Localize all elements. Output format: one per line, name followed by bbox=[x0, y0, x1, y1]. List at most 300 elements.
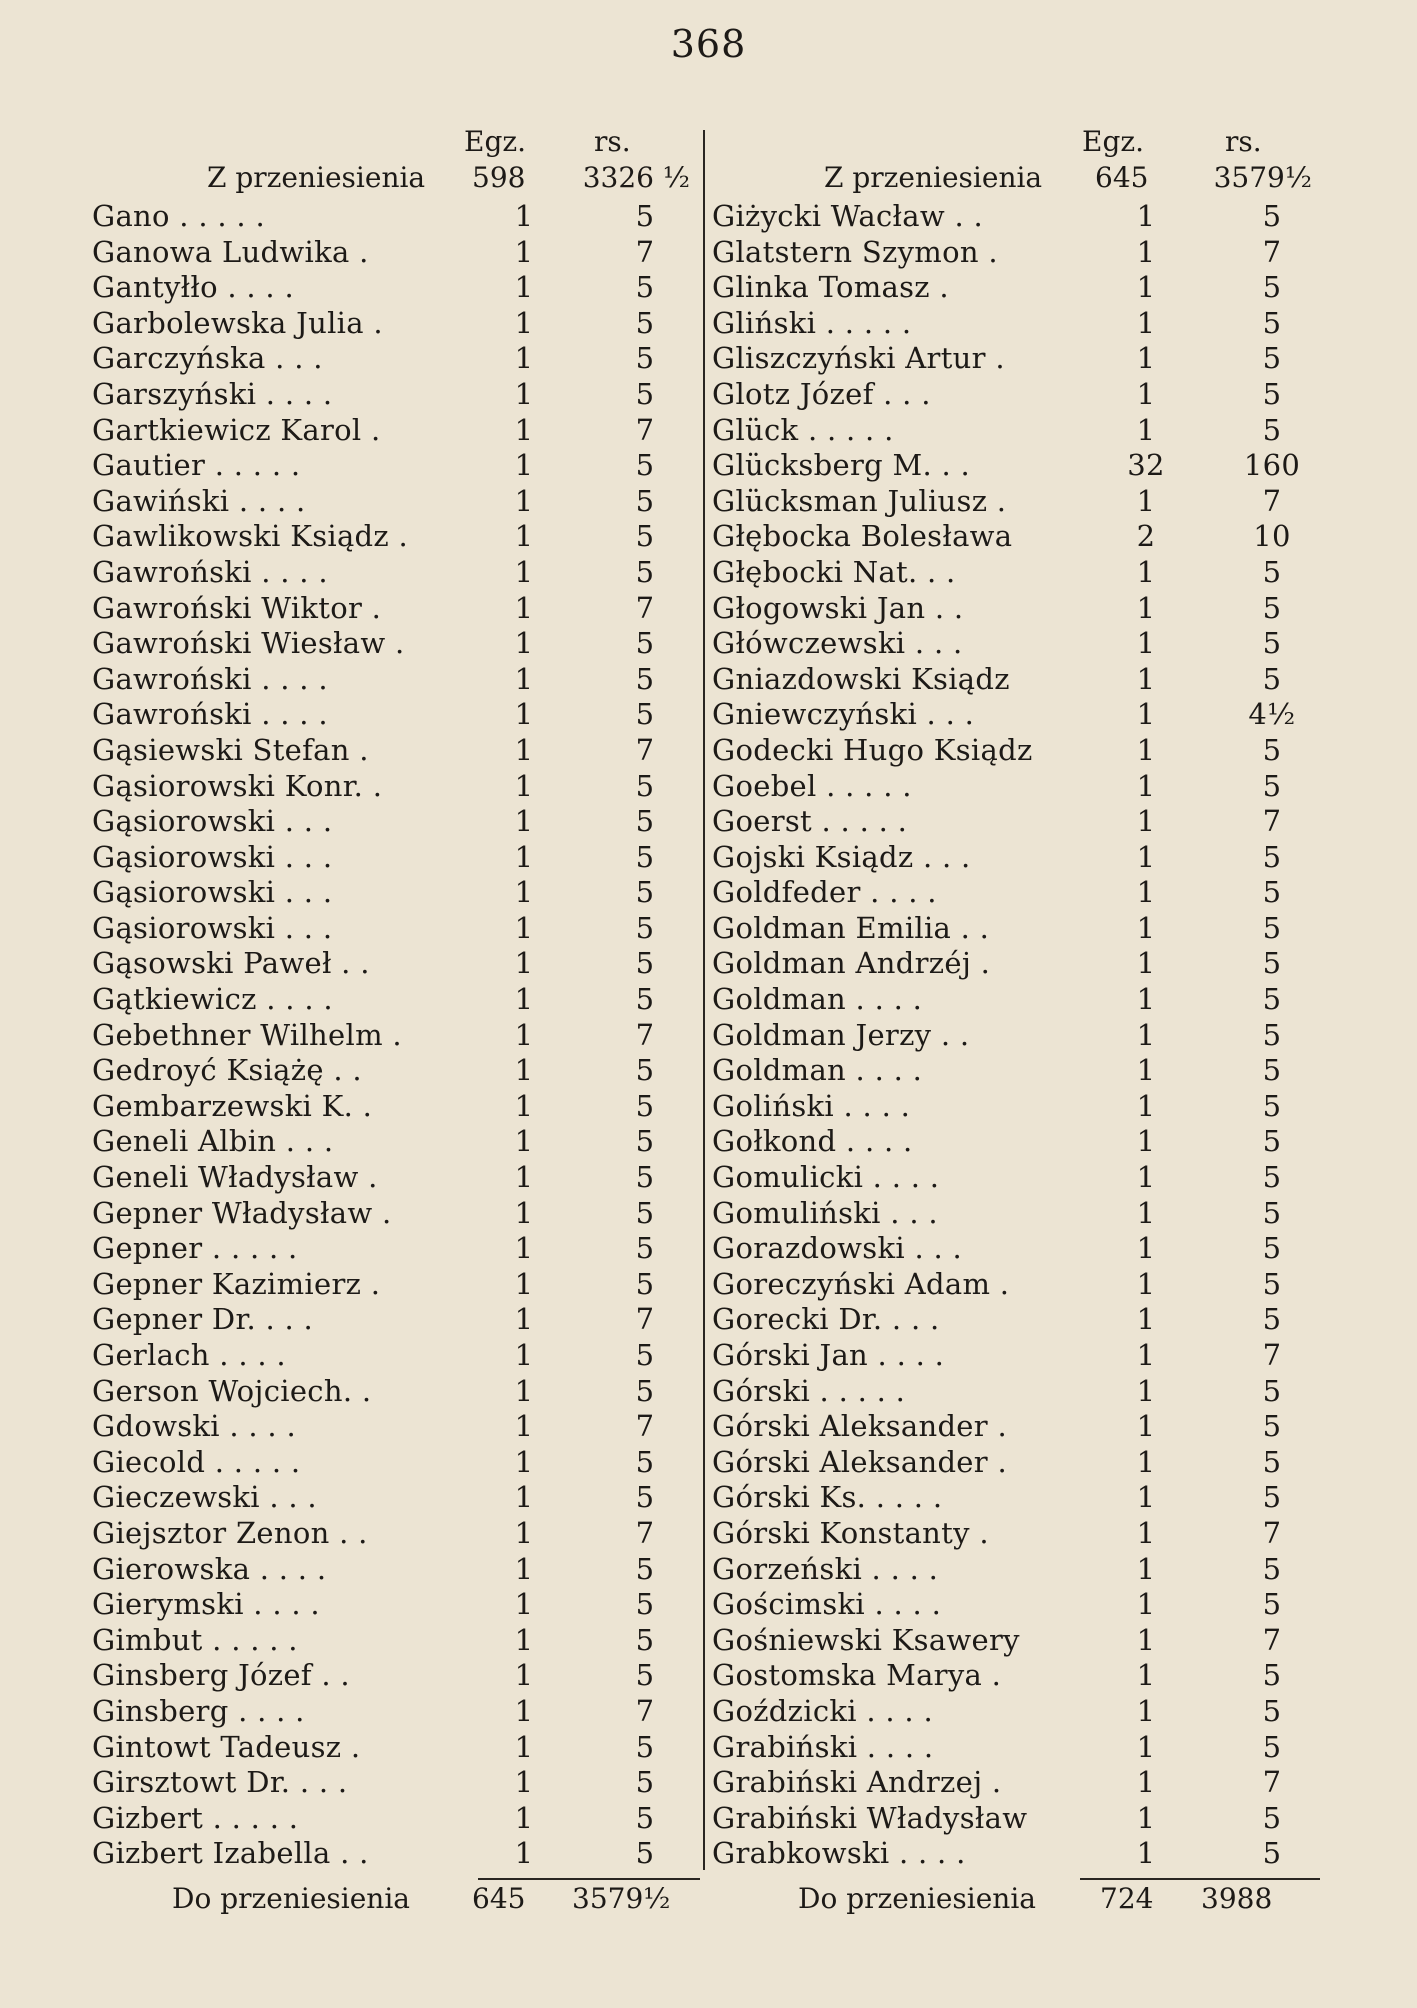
amount-rubles: 5 bbox=[635, 697, 655, 732]
copies-count: 1 bbox=[514, 1373, 534, 1408]
table-row bbox=[712, 802, 1322, 838]
amount-rubles: 5 bbox=[635, 1658, 655, 1693]
amount-rubles: 5 bbox=[635, 1551, 655, 1586]
subscriber-name: Goldman Emilia . . bbox=[712, 910, 990, 945]
table-row bbox=[712, 695, 1322, 731]
subscriber-name: Gebethner Wilhelm . bbox=[92, 1017, 402, 1052]
subscriber-name: Garczyńska . . . bbox=[92, 341, 323, 376]
table-row bbox=[712, 1229, 1322, 1265]
table-row bbox=[712, 624, 1322, 660]
amount-rubles: 5 bbox=[635, 626, 655, 661]
table-row bbox=[712, 1728, 1322, 1764]
subscriber-name: Gośniewski Ksawery bbox=[712, 1622, 1020, 1657]
copies-count: 1 bbox=[514, 1693, 534, 1728]
subscriber-name: Grabiński Andrzej . bbox=[712, 1765, 1002, 1800]
right-sum-rule bbox=[1080, 1878, 1320, 1880]
amount-rubles: 5 bbox=[1262, 875, 1282, 910]
amount-rubles: 5 bbox=[1262, 1587, 1282, 1622]
copies-count: 1 bbox=[1136, 1622, 1156, 1657]
amount-rubles: 5 bbox=[1262, 661, 1282, 696]
table-row bbox=[92, 1656, 700, 1692]
amount-rubles: 7 bbox=[1262, 1338, 1282, 1372]
table-row bbox=[712, 1478, 1322, 1514]
table-row bbox=[92, 1514, 700, 1550]
copies-count: 1 bbox=[1136, 910, 1156, 945]
subscriber-name: Goreczyński Adam . bbox=[712, 1266, 1010, 1301]
copies-count: 1 bbox=[1136, 661, 1156, 696]
subscriber-name: Gomulicki . . . . bbox=[712, 1160, 940, 1195]
copies-count: 1 bbox=[1136, 982, 1156, 1017]
table-row bbox=[712, 1122, 1322, 1158]
right-carry-out-label: Do przeniesienia bbox=[798, 1882, 1036, 1915]
table-row bbox=[92, 1478, 700, 1514]
table-row bbox=[712, 1692, 1322, 1728]
copies-count: 1 bbox=[514, 1266, 534, 1301]
copies-count: 1 bbox=[514, 1729, 534, 1764]
amount-rubles: 7 bbox=[1262, 234, 1282, 269]
amount-rubles: 5 bbox=[635, 483, 655, 518]
table-row bbox=[712, 1372, 1322, 1408]
right-carry-in bbox=[712, 161, 1322, 197]
amount-rubles: 5 bbox=[635, 1480, 655, 1515]
table-row bbox=[712, 446, 1322, 482]
table-row bbox=[92, 980, 700, 1016]
subscriber-name: Gawroński Wiesław . bbox=[92, 626, 405, 661]
subscriber-name: Gierymski . . . . bbox=[92, 1587, 320, 1622]
subscriber-name: Gawroński Wiktor . bbox=[92, 590, 382, 625]
subscriber-name: Gimbut . . . . . bbox=[92, 1622, 298, 1657]
table-row bbox=[92, 197, 700, 233]
subscriber-name: Gawroński . . . . bbox=[92, 661, 328, 696]
subscriber-name: Garbolewska Julia . bbox=[92, 305, 383, 340]
amount-rubles: 5 bbox=[635, 982, 655, 1017]
table-row bbox=[92, 339, 700, 375]
left-rows bbox=[92, 197, 700, 1870]
subscriber-name: Gorecki Dr. . . . bbox=[712, 1302, 940, 1337]
subscriber-name: Gojski Ksiądz . . . bbox=[712, 839, 971, 874]
table-row bbox=[712, 197, 1322, 233]
table-row bbox=[92, 1728, 700, 1764]
amount-rubles: 5 bbox=[635, 341, 655, 376]
table-row bbox=[712, 517, 1322, 553]
table-row bbox=[712, 944, 1322, 980]
left-carry-out-label: Do przeniesienia bbox=[172, 1882, 410, 1915]
table-row bbox=[92, 1016, 700, 1052]
table-row bbox=[92, 1585, 700, 1621]
table-row bbox=[712, 1300, 1322, 1336]
subscriber-name: Gepner . . . . . bbox=[92, 1231, 298, 1266]
amount-rubles: 5 bbox=[635, 1338, 655, 1372]
amount-rubles: 10 bbox=[1253, 519, 1291, 554]
amount-rubles: 5 bbox=[1262, 305, 1282, 340]
amount-rubles: 5 bbox=[635, 1124, 655, 1159]
table-row bbox=[712, 838, 1322, 874]
copies-count: 1 bbox=[1136, 590, 1156, 625]
left-header-egz: Egz. bbox=[464, 125, 527, 158]
left-carry-in-rs: 3326 ½ bbox=[582, 161, 690, 194]
copies-count: 1 bbox=[514, 199, 534, 233]
subscriber-name: Ginsberg Józef . . bbox=[92, 1658, 350, 1693]
table-row bbox=[92, 589, 700, 625]
subscriber-name: Giżycki Wacław . . bbox=[712, 199, 984, 233]
copies-count: 1 bbox=[1136, 1658, 1156, 1693]
copies-count: 1 bbox=[1136, 234, 1156, 269]
table-row bbox=[712, 1407, 1322, 1443]
left-sum-rule bbox=[478, 1878, 700, 1880]
left-carry-in bbox=[92, 161, 700, 197]
copies-count: 1 bbox=[1136, 1088, 1156, 1123]
amount-rubles: 160 bbox=[1243, 448, 1301, 483]
subscriber-name: Gliszczyński Artur . bbox=[712, 341, 1005, 376]
copies-count: 1 bbox=[1136, 1444, 1156, 1479]
copies-count: 1 bbox=[514, 1765, 534, 1800]
table-row bbox=[712, 1158, 1322, 1194]
subscriber-name: Gomuliński . . . bbox=[712, 1195, 938, 1230]
subscriber-name: Gorzeński . . . . bbox=[712, 1551, 939, 1586]
subscriber-name: Gieczewski . . . bbox=[92, 1480, 317, 1515]
amount-rubles: 7 bbox=[1262, 1515, 1282, 1550]
amount-rubles: 7 bbox=[1262, 483, 1282, 518]
amount-rubles: 7 bbox=[635, 234, 655, 269]
table-row bbox=[92, 695, 700, 731]
amount-rubles: 5 bbox=[1262, 199, 1282, 233]
subscriber-name: Gostomska Marya . bbox=[712, 1658, 1002, 1693]
subscriber-name: Glücksberg M. . . bbox=[712, 448, 971, 483]
subscriber-name: Gautier . . . . . bbox=[92, 448, 301, 483]
table-row bbox=[92, 944, 700, 980]
amount-rubles: 5 bbox=[635, 768, 655, 803]
table-row bbox=[712, 1834, 1322, 1870]
amount-rubles: 5 bbox=[635, 1231, 655, 1266]
amount-rubles: 5 bbox=[635, 1622, 655, 1657]
table-row bbox=[712, 1621, 1322, 1657]
left-column bbox=[92, 125, 700, 1870]
right-rows bbox=[712, 197, 1322, 1870]
amount-rubles: 4½ bbox=[1248, 697, 1296, 732]
amount-rubles: 5 bbox=[635, 1587, 655, 1622]
subscriber-name: Giecold . . . . . bbox=[92, 1444, 301, 1479]
amount-rubles: 5 bbox=[635, 305, 655, 340]
table-row bbox=[92, 1087, 700, 1123]
amount-rubles: 5 bbox=[1262, 1693, 1282, 1728]
copies-count: 1 bbox=[514, 1658, 534, 1693]
amount-rubles: 5 bbox=[1262, 1551, 1282, 1586]
subscriber-name: Goldfeder . . . . bbox=[712, 875, 937, 910]
copies-count: 1 bbox=[1136, 412, 1156, 447]
amount-rubles: 7 bbox=[635, 1302, 655, 1337]
copies-count: 1 bbox=[514, 483, 534, 518]
copies-count: 1 bbox=[514, 839, 534, 874]
table-row bbox=[92, 1336, 700, 1372]
copies-count: 1 bbox=[514, 1053, 534, 1088]
subscriber-name: Gościmski . . . . bbox=[712, 1587, 942, 1622]
copies-count: 1 bbox=[1136, 1302, 1156, 1337]
table-row bbox=[92, 1194, 700, 1230]
amount-rubles: 5 bbox=[1262, 1266, 1282, 1301]
subscriber-name: Gepner Kazimierz . bbox=[92, 1266, 381, 1301]
table-row bbox=[712, 1763, 1322, 1799]
subscriber-name: Grabkowski . . . . bbox=[712, 1836, 966, 1871]
table-row bbox=[712, 1550, 1322, 1586]
table-row bbox=[712, 873, 1322, 909]
amount-rubles: 5 bbox=[635, 946, 655, 981]
amount-rubles: 7 bbox=[635, 590, 655, 625]
table-row bbox=[712, 1799, 1322, 1835]
subscriber-name: Glotz Józef . . . bbox=[712, 376, 931, 411]
subscriber-name: Gerlach . . . . bbox=[92, 1338, 286, 1372]
subscriber-name: Gano . . . . . bbox=[92, 199, 265, 233]
right-carry-out-rs: 3988 bbox=[1201, 1882, 1273, 1915]
subscriber-name: Garszyński . . . . bbox=[92, 376, 333, 411]
table-row bbox=[92, 731, 700, 767]
copies-count: 1 bbox=[514, 1160, 534, 1195]
amount-rubles: 5 bbox=[1262, 839, 1282, 874]
amount-rubles: 5 bbox=[635, 661, 655, 696]
amount-rubles: 5 bbox=[1262, 910, 1282, 945]
amount-rubles: 5 bbox=[635, 376, 655, 411]
right-header-egz: Egz. bbox=[1082, 125, 1145, 158]
copies-count: 1 bbox=[514, 1551, 534, 1586]
subscriber-name: Ginsberg . . . . bbox=[92, 1693, 305, 1728]
table-row bbox=[712, 553, 1322, 589]
page-number: 368 bbox=[670, 22, 747, 66]
table-row bbox=[712, 660, 1322, 696]
copies-count: 1 bbox=[1136, 1160, 1156, 1195]
copies-count: 1 bbox=[1136, 1231, 1156, 1266]
copies-count: 1 bbox=[514, 270, 534, 305]
subscriber-name: Goldman . . . . bbox=[712, 1053, 923, 1088]
amount-rubles: 5 bbox=[635, 554, 655, 589]
copies-count: 1 bbox=[1136, 1409, 1156, 1444]
copies-count: 1 bbox=[514, 1587, 534, 1622]
table-row bbox=[92, 802, 700, 838]
subscriber-name: Grabiński Władysław bbox=[712, 1800, 1028, 1835]
subscriber-name: Górski Jan . . . . bbox=[712, 1338, 945, 1372]
copies-count: 1 bbox=[1136, 483, 1156, 518]
table-row bbox=[712, 1265, 1322, 1301]
copies-count: 1 bbox=[1136, 1195, 1156, 1230]
subscriber-name: Gantyłło . . . . bbox=[92, 270, 294, 305]
subscriber-name: Gdowski . . . . bbox=[92, 1409, 296, 1444]
amount-rubles: 5 bbox=[1262, 1124, 1282, 1159]
amount-rubles: 5 bbox=[1262, 412, 1282, 447]
subscriber-name: Goldman . . . . bbox=[712, 982, 923, 1017]
copies-count: 1 bbox=[514, 1622, 534, 1657]
table-row bbox=[712, 589, 1322, 625]
table-row bbox=[92, 660, 700, 696]
copies-count: 1 bbox=[1136, 376, 1156, 411]
amount-rubles: 5 bbox=[635, 1088, 655, 1123]
amount-rubles: 7 bbox=[635, 1409, 655, 1444]
table-row bbox=[712, 304, 1322, 340]
subscriber-name: Gizbert Izabella . . bbox=[92, 1836, 369, 1871]
table-row bbox=[92, 624, 700, 660]
amount-rubles: 7 bbox=[1262, 1622, 1282, 1657]
amount-rubles: 5 bbox=[635, 1836, 655, 1871]
subscriber-name: Goździcki . . . . bbox=[712, 1693, 933, 1728]
subscriber-name: Górski . . . . . bbox=[712, 1373, 906, 1408]
amount-rubles: 5 bbox=[1262, 341, 1282, 376]
table-row bbox=[712, 1656, 1322, 1692]
amount-rubles: 5 bbox=[1262, 376, 1282, 411]
subscriber-name: Gerson Wojciech. . bbox=[92, 1373, 372, 1408]
subscriber-name: Głębocka Bolesława bbox=[712, 519, 1013, 554]
subscriber-name: Gołkond . . . . bbox=[712, 1124, 913, 1159]
copies-count: 1 bbox=[1136, 626, 1156, 661]
subscriber-name: Girsztowt Dr. . . . bbox=[92, 1765, 348, 1800]
table-row bbox=[712, 731, 1322, 767]
subscriber-name: Gąsiorowski . . . bbox=[92, 839, 333, 874]
table-row bbox=[92, 1372, 700, 1408]
copies-count: 1 bbox=[514, 1409, 534, 1444]
table-row bbox=[92, 1799, 700, 1835]
table-row bbox=[712, 482, 1322, 518]
amount-rubles: 5 bbox=[1262, 1017, 1282, 1052]
amount-rubles: 5 bbox=[635, 519, 655, 554]
amount-rubles: 5 bbox=[1262, 1053, 1282, 1088]
copies-count: 1 bbox=[514, 1195, 534, 1230]
amount-rubles: 7 bbox=[635, 1017, 655, 1052]
amount-rubles: 5 bbox=[635, 448, 655, 483]
subscriber-name: Gąsiorowski . . . bbox=[92, 804, 333, 839]
copies-count: 1 bbox=[514, 910, 534, 945]
subscriber-name: Glück . . . . . bbox=[712, 412, 894, 447]
amount-rubles: 5 bbox=[635, 804, 655, 839]
amount-rubles: 5 bbox=[1262, 982, 1282, 1017]
copies-count: 1 bbox=[1136, 1373, 1156, 1408]
copies-count: 1 bbox=[514, 341, 534, 376]
subscriber-name: Gniazdowski Ksiądz bbox=[712, 661, 1010, 696]
amount-rubles: 5 bbox=[1262, 1195, 1282, 1230]
left-header-rs: rs. bbox=[594, 125, 631, 158]
copies-count: 1 bbox=[514, 1302, 534, 1337]
amount-rubles: 5 bbox=[635, 270, 655, 305]
table-row bbox=[92, 1229, 700, 1265]
table-row bbox=[92, 1300, 700, 1336]
left-carry-in-egz: 598 bbox=[472, 161, 526, 194]
amount-rubles: 7 bbox=[635, 732, 655, 767]
subscriber-name: Gierowska . . . . bbox=[92, 1551, 327, 1586]
table-row bbox=[92, 767, 700, 803]
amount-rubles: 7 bbox=[635, 1693, 655, 1728]
copies-count: 1 bbox=[1136, 1017, 1156, 1052]
right-carry-out-egz: 724 bbox=[1100, 1882, 1154, 1915]
amount-rubles: 5 bbox=[1262, 1302, 1282, 1337]
amount-rubles: 5 bbox=[1262, 1444, 1282, 1479]
copies-count: 1 bbox=[514, 982, 534, 1017]
left-carry-out-egz: 645 bbox=[472, 1882, 526, 1915]
table-row bbox=[712, 411, 1322, 447]
amount-rubles: 5 bbox=[1262, 1231, 1282, 1266]
left-carry-out-rs: 3579½ bbox=[572, 1882, 671, 1915]
table-row bbox=[92, 1443, 700, 1479]
subscriber-name: Goebel . . . . . bbox=[712, 768, 912, 803]
amount-rubles: 5 bbox=[1262, 1088, 1282, 1123]
table-row bbox=[92, 446, 700, 482]
copies-count: 1 bbox=[1136, 1729, 1156, 1764]
amount-rubles: 5 bbox=[635, 1053, 655, 1088]
right-carry-in-rs: 3579½ bbox=[1213, 161, 1312, 194]
copies-count: 1 bbox=[1136, 1515, 1156, 1550]
copies-count: 1 bbox=[1136, 1053, 1156, 1088]
copies-count: 1 bbox=[1136, 946, 1156, 981]
subscriber-name: Gąsiorowski . . . bbox=[92, 875, 333, 910]
copies-count: 1 bbox=[514, 1444, 534, 1479]
table-row bbox=[92, 233, 700, 269]
subscriber-name: Gąsiorowski Konr. . bbox=[92, 768, 383, 803]
table-row bbox=[92, 1692, 700, 1728]
subscriber-name: Gizbert . . . . . bbox=[92, 1800, 299, 1835]
subscriber-name: Geneli Władysław . bbox=[92, 1160, 378, 1195]
subscriber-name: Glatstern Szymon . bbox=[712, 234, 998, 269]
amount-rubles: 5 bbox=[635, 1765, 655, 1800]
subscriber-name: Goldman Jerzy . . bbox=[712, 1017, 970, 1052]
copies-count: 1 bbox=[1136, 270, 1156, 305]
amount-rubles: 5 bbox=[1262, 1373, 1282, 1408]
right-carry-in-label: Z przeniesienia bbox=[824, 161, 1043, 194]
amount-rubles: 5 bbox=[1262, 1480, 1282, 1515]
table-row bbox=[92, 838, 700, 874]
subscriber-name: Głogowski Jan . . bbox=[712, 590, 964, 625]
amount-rubles: 7 bbox=[1262, 804, 1282, 839]
column-divider bbox=[703, 130, 705, 1870]
amount-rubles: 5 bbox=[635, 910, 655, 945]
amount-rubles: 5 bbox=[1262, 1729, 1282, 1764]
subscriber-name: Godecki Hugo Ksiądz bbox=[712, 732, 1033, 767]
subscriber-name: Goerst . . . . . bbox=[712, 804, 908, 839]
right-header bbox=[712, 125, 1322, 161]
table-row bbox=[712, 1194, 1322, 1230]
amount-rubles: 5 bbox=[635, 1729, 655, 1764]
subscriber-name: Gątkiewicz . . . . bbox=[92, 982, 333, 1017]
subscriber-name: Gartkiewicz Karol . bbox=[92, 412, 381, 447]
copies-count: 1 bbox=[514, 554, 534, 589]
table-row bbox=[92, 517, 700, 553]
amount-rubles: 5 bbox=[635, 875, 655, 910]
amount-rubles: 5 bbox=[635, 1800, 655, 1835]
copies-count: 1 bbox=[1136, 341, 1156, 376]
copies-count: 1 bbox=[514, 376, 534, 411]
copies-count: 1 bbox=[514, 1231, 534, 1266]
copies-count: 1 bbox=[514, 1836, 534, 1871]
table-row bbox=[92, 304, 700, 340]
amount-rubles: 5 bbox=[1262, 626, 1282, 661]
copies-count: 1 bbox=[1136, 768, 1156, 803]
subscriber-name: Gedroyć Książę . . bbox=[92, 1053, 362, 1088]
copies-count: 1 bbox=[514, 1088, 534, 1123]
subscriber-name: Gorazdowski . . . bbox=[712, 1231, 963, 1266]
amount-rubles: 5 bbox=[1262, 1409, 1282, 1444]
left-carry-out bbox=[172, 1882, 702, 1918]
subscriber-name: Geneli Albin . . . bbox=[92, 1124, 334, 1159]
amount-rubles: 7 bbox=[635, 412, 655, 447]
subscriber-name: Gliński . . . . . bbox=[712, 305, 912, 340]
amount-rubles: 5 bbox=[635, 1373, 655, 1408]
amount-rubles: 5 bbox=[1262, 946, 1282, 981]
subscriber-name: Gawlikowski Ksiądz . bbox=[92, 519, 409, 554]
copies-count: 1 bbox=[1136, 1765, 1156, 1800]
subscriber-name: Główczewski . . . bbox=[712, 626, 963, 661]
copies-count: 1 bbox=[514, 875, 534, 910]
amount-rubles: 5 bbox=[635, 1266, 655, 1301]
copies-count: 1 bbox=[1136, 839, 1156, 874]
subscriber-name: Glücksman Juliusz . bbox=[712, 483, 1007, 518]
table-row bbox=[712, 909, 1322, 945]
subscriber-name: Gąsowski Paweł . . bbox=[92, 946, 370, 981]
copies-count: 1 bbox=[1136, 1124, 1156, 1159]
copies-count: 1 bbox=[1136, 1480, 1156, 1515]
copies-count: 1 bbox=[1136, 732, 1156, 767]
